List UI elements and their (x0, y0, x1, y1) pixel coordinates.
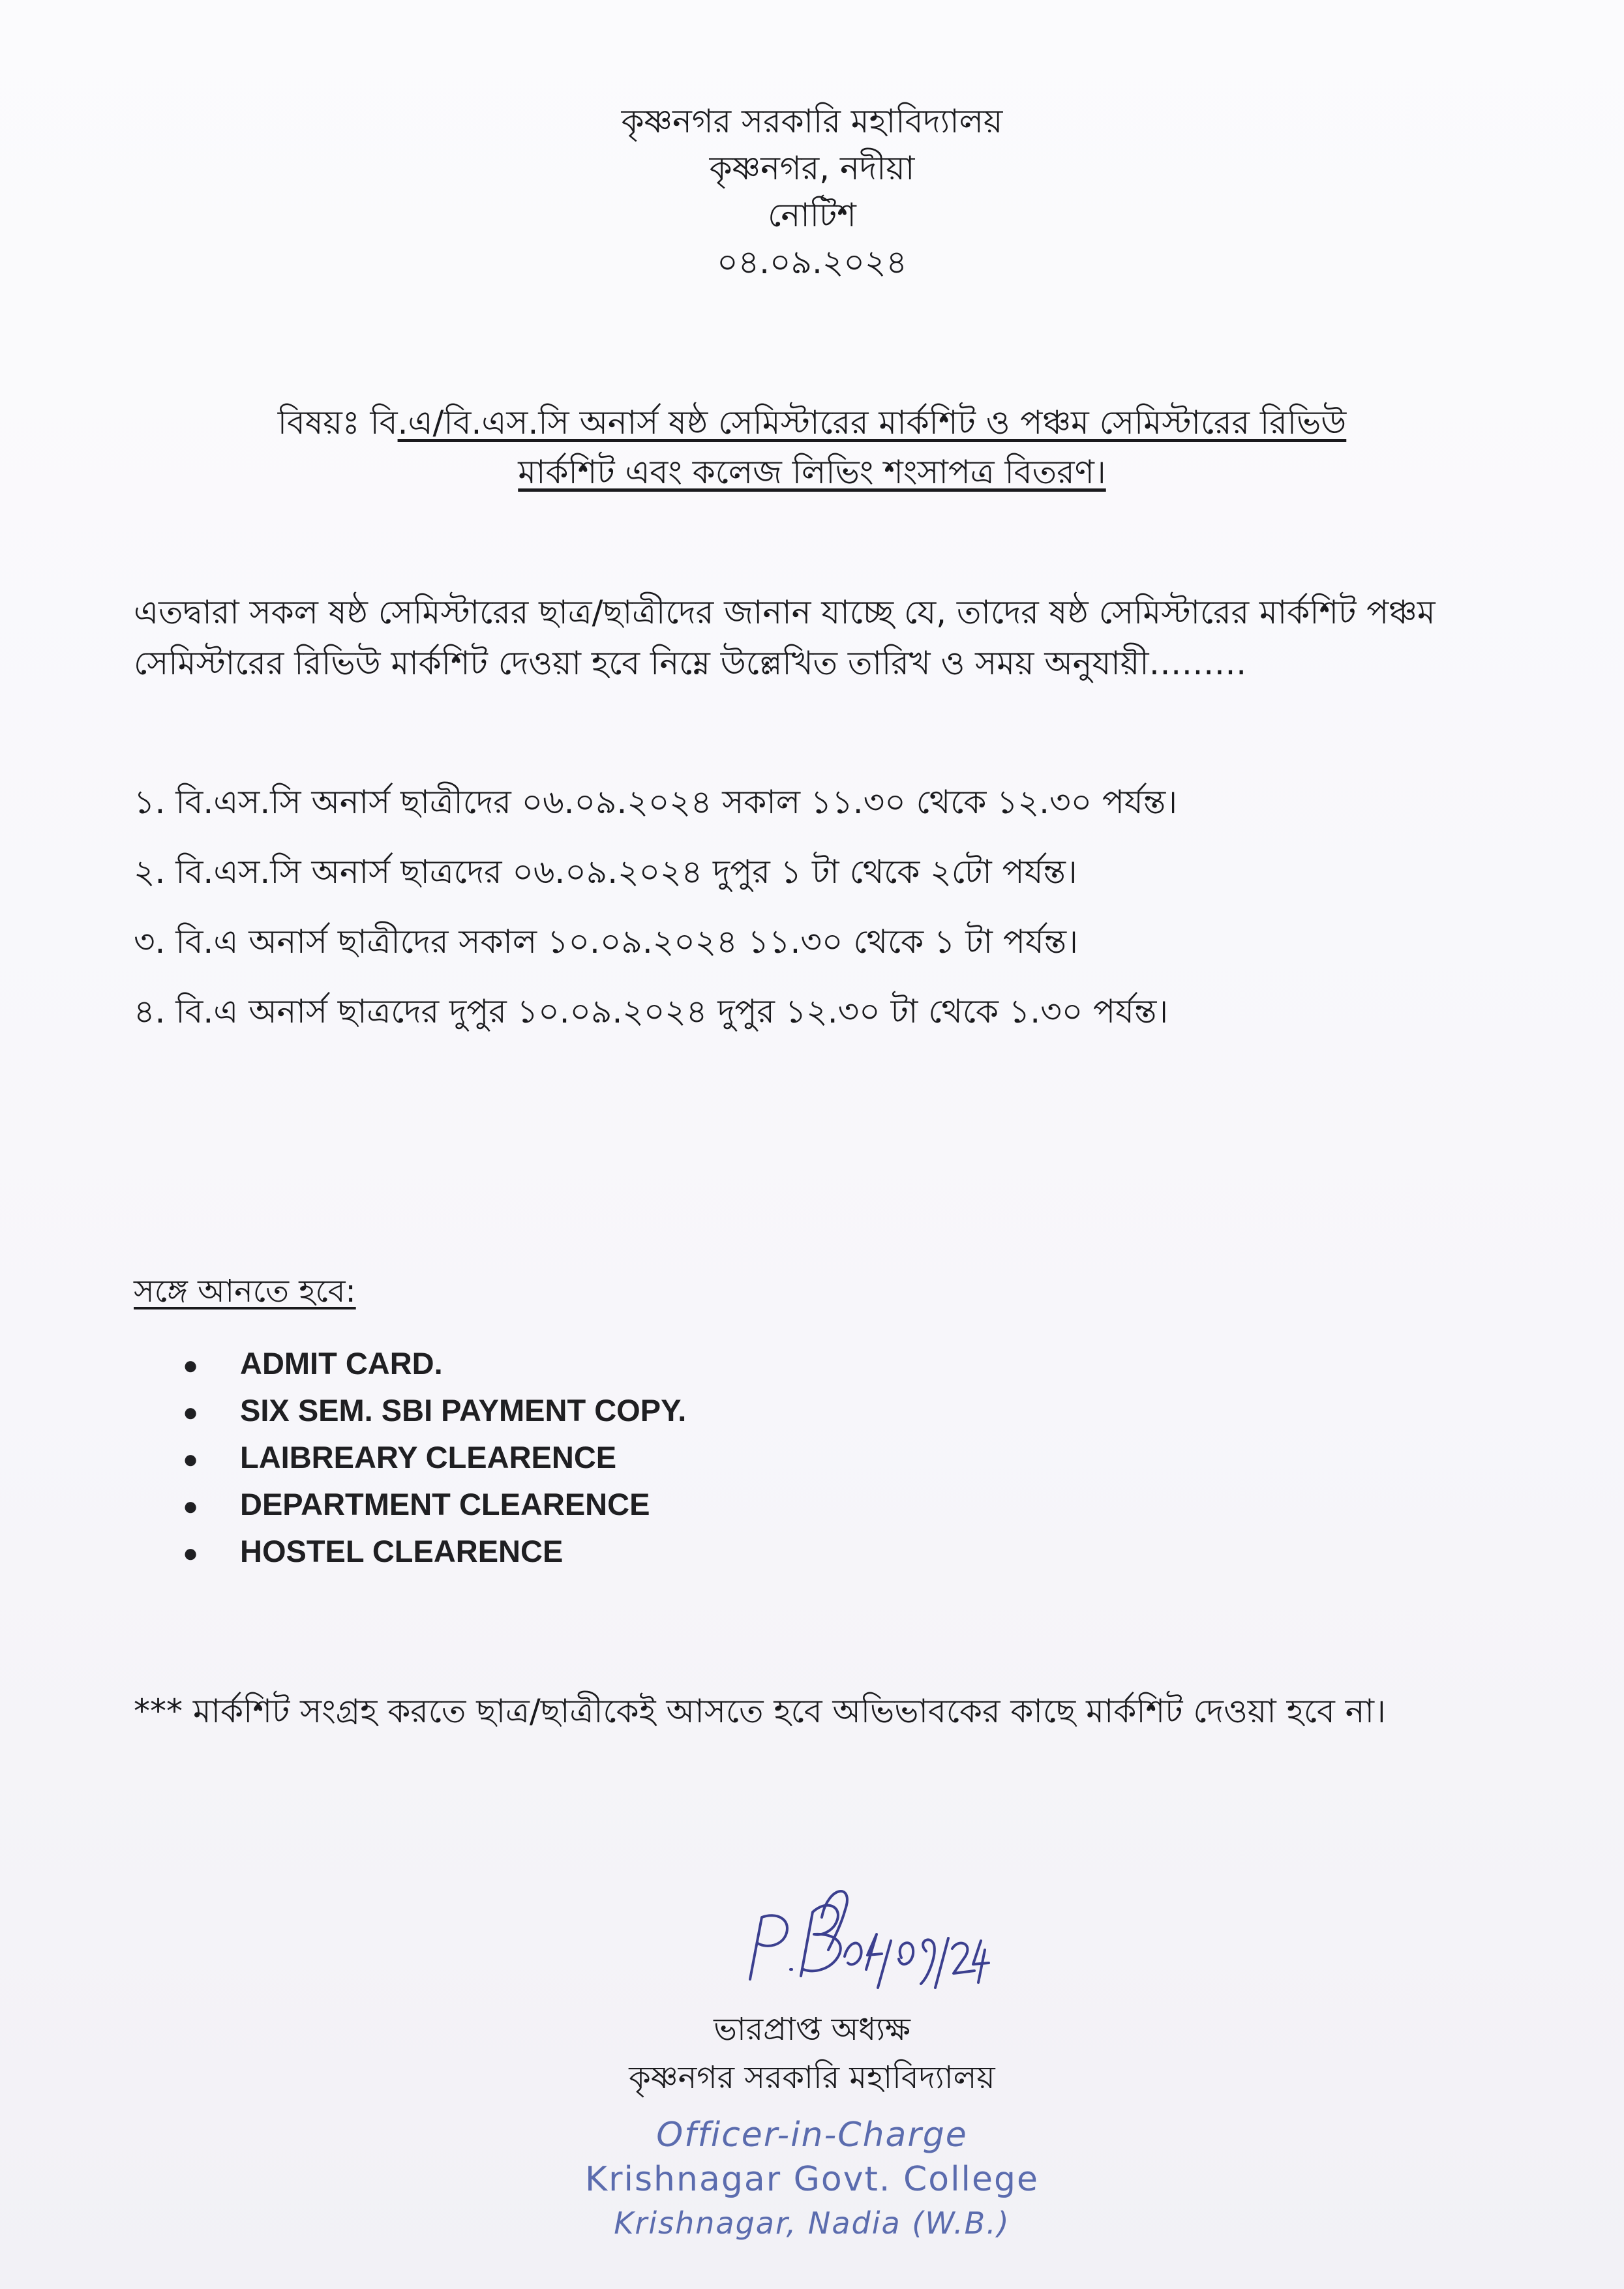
subject-line-2: মার্কশিট এবং কলেজ লিভিং শংসাপত্র বিতরণ। (518, 453, 1106, 491)
bring-checklist (183, 1340, 686, 1575)
schedule-item: ৪. বি.এ অনার্স ছাত্রদের দুপুর ১০.০৯.২০২৪ দুপুর ১২.৩০ টা থেকে ১.৩০ পর্যন্ত। (134, 993, 1169, 1030)
subject-prefix: বিষয়ঃ বি (277, 404, 398, 441)
bullet-icon: ● (183, 1398, 199, 1427)
signatory-designation: ভারপ্রাপ্ত অধ্যক্ষ (714, 2011, 910, 2048)
list-item (183, 1434, 686, 1481)
bullet-icon: ● (183, 1539, 199, 1568)
signatory-block (0, 2005, 1624, 2102)
official-stamp (0, 2113, 1624, 2245)
list-item-label: LAIBREARY CLEARENCE (240, 1440, 617, 1474)
stamp-line-1: Officer-in-Charge (656, 2116, 968, 2155)
notice-title: নোটিশ (768, 196, 856, 234)
list-item (183, 1528, 686, 1575)
list-item-label: ADMIT CARD. (240, 1346, 443, 1381)
schedule-item: ২. বি.এস.সি অনার্স ছাত্রদের ০৬.০৯.২০২৪ দুপুর ১ টা থেকে ২টো পর্যন্ত। (134, 853, 1077, 891)
schedule-item: ১. বি.এস.সি অনার্স ছাত্রীদের ০৬.০৯.২০২৪ সকাল ১১.৩০ থেকে ১২.৩০ পর্যন্ত। (134, 783, 1178, 821)
list-item (183, 1387, 686, 1434)
list-item (183, 1481, 686, 1528)
handwritten-signature (730, 1878, 991, 2015)
stamp-line-2: Krishnagar Govt. College (585, 2160, 1039, 2199)
college-address: কৃষ্ণনগর, নদীয়া (709, 149, 915, 187)
schedule-list (134, 776, 1503, 1055)
notice-subject (0, 398, 1624, 497)
bullet-icon: ● (183, 1492, 199, 1521)
signatory-college: কৃষ্ণনগর সরকারি মহাবিদ্যালয় (629, 2059, 995, 2096)
list-item-label: HOSTEL CLEARENCE (240, 1534, 564, 1568)
intro-paragraph: এতদ্বারা সকল ষষ্ঠ সেমিস্টারের ছাত্র/ছাত্রীদের জানান যাচ্ছে যে, তাদের ষষ্ঠ সেমিস্টারের মার্কশিট পঞ্চম সেমিস্টারের রিভিউ মার্কশিট দেওয়া হবে নিম্নে উল্লেখিত তারিখ ও সময় অনুযায়ী……… (134, 593, 1436, 682)
college-name: কৃষ্ণনগর সরকারি মহাবিদ্যালয় (621, 102, 1003, 140)
list-item-label: DEPARTMENT CLEARENCE (240, 1487, 650, 1521)
collection-note: *** মার্কশিট সংগ্রহ করতে ছাত্র/ছাত্রীকেই আসতে হবে অভিভাবকের কাছে মার্কশিট দেওয়া হবে না। (134, 1692, 1386, 1730)
bullet-icon: ● (183, 1351, 199, 1380)
stamp-line-3: Krishnagar, Nadia (W.B.) (614, 2206, 1010, 2241)
bring-heading: সঙ্গে আনতে হবে: (134, 1273, 356, 1309)
bullet-icon: ● (183, 1445, 199, 1474)
notice-date: ০৪.০৯.২০২৪ (717, 243, 907, 281)
subject-line-1: .এ/বি.এস.সি অনার্স ষষ্ঠ সেমিস্টারের মার্কশিট ও পঞ্চম সেমিস্টারের রিভিউ (397, 404, 1347, 441)
list-item (183, 1340, 686, 1387)
notice-header (0, 98, 1624, 286)
list-item-label: SIX SEM. SBI PAYMENT COPY. (240, 1393, 687, 1428)
schedule-item: ৩. বি.এ অনার্স ছাত্রীদের সকাল ১০.০৯.২০২৪ ১১.৩০ থেকে ১ টা পর্যন্ত। (134, 923, 1079, 961)
